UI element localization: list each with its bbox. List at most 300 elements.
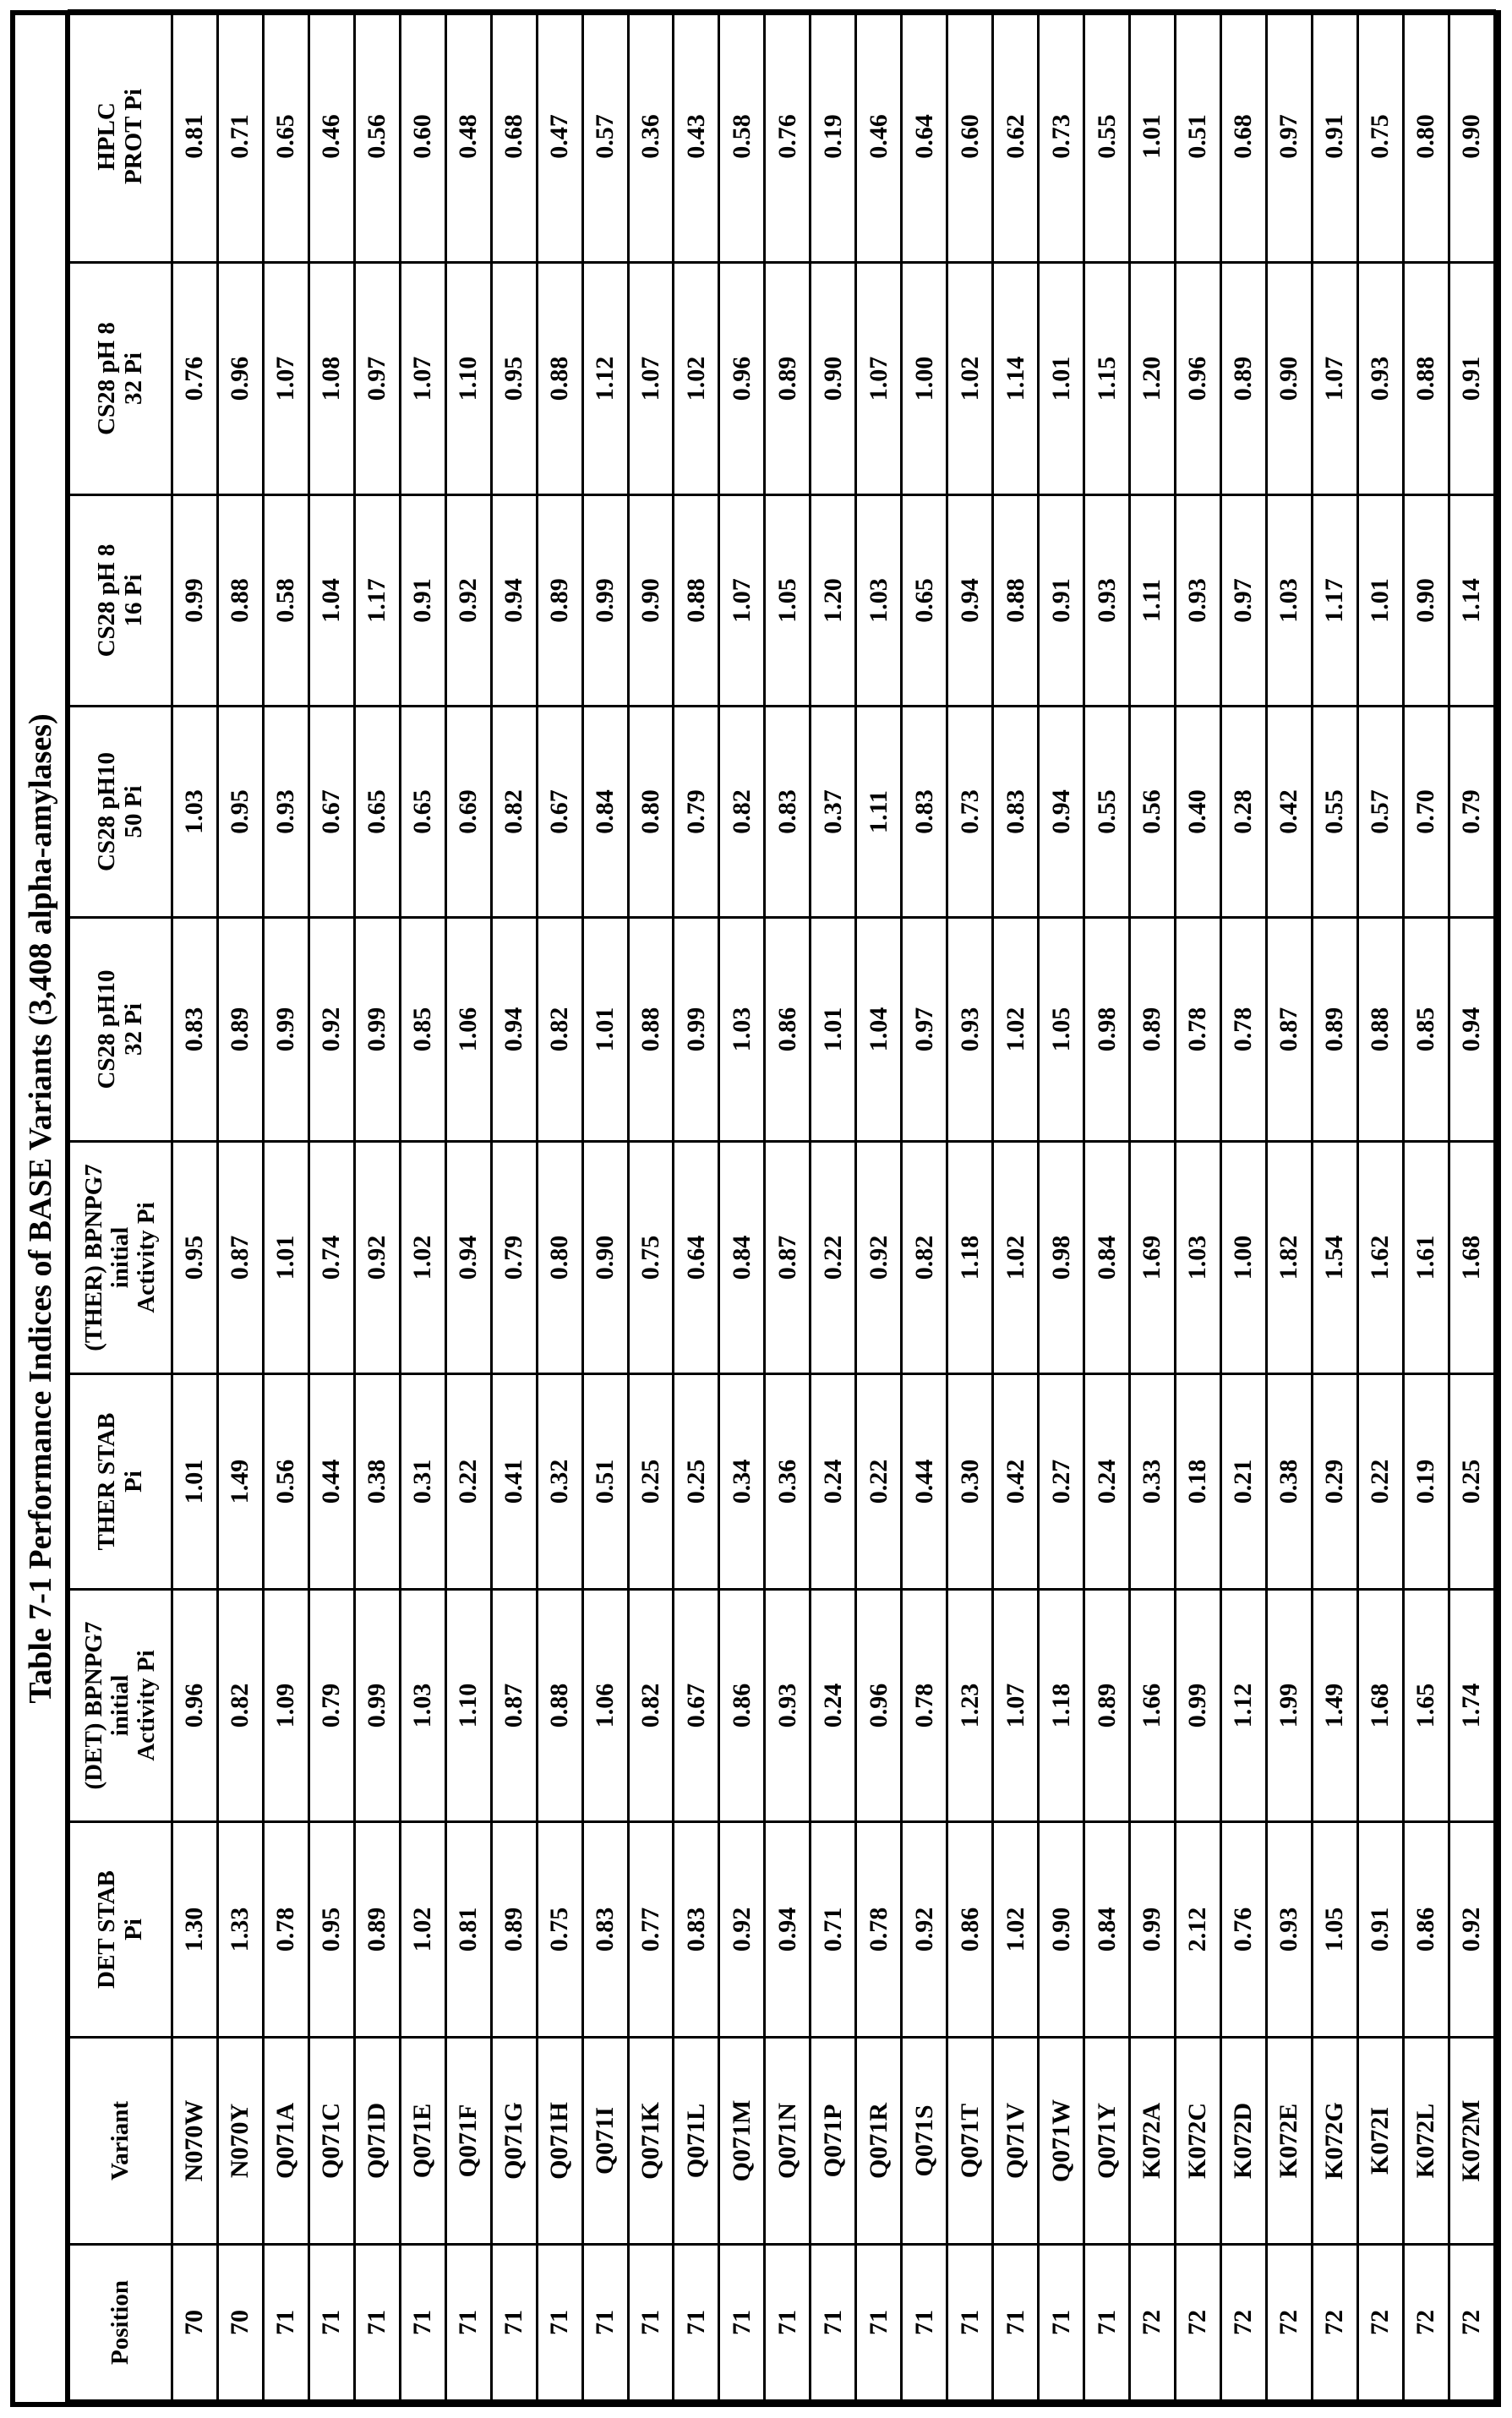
cell-ther-bpnpg7-initial-activity-pi: 1.68: [1449, 1142, 1494, 1374]
table-row: [993, 11, 1039, 2401]
cell-position: 70: [172, 2245, 218, 2401]
cell-det-bpnpg7-initial-activity-pi: 0.87: [491, 1590, 537, 1822]
cell-cs28-ph10-50-pi: 0.57: [1357, 707, 1403, 918]
cell-position: 71: [765, 2245, 811, 2401]
cell-cs28-ph8-16-pi: 0.91: [1039, 495, 1084, 707]
cell-cs28-ph10-50-pi: 0.93: [263, 707, 308, 918]
cell-cs28-ph8-16-pi: 0.89: [537, 495, 582, 707]
cell-cs28-ph8-16-pi: 0.90: [628, 495, 674, 707]
cell-ther-bpnpg7-initial-activity-pi: 1.54: [1312, 1142, 1357, 1374]
column-header-cs28-ph8-32-pi: [69, 263, 172, 495]
cell-ther-bpnpg7-initial-activity-pi: 1.03: [1175, 1142, 1220, 1374]
cell-ther-bpnpg7-initial-activity-pi: 0.22: [811, 1142, 856, 1374]
cell-position: 71: [400, 2245, 445, 2401]
cell-cs28-ph8-32-pi: 1.07: [263, 263, 308, 495]
header-line: HPLC: [93, 102, 121, 171]
cell-ther-stab-pi: 0.25: [1449, 1374, 1494, 1590]
cell-ther-stab-pi: 0.41: [491, 1374, 537, 1590]
cell-cs28-ph8-16-pi: 0.88: [217, 495, 263, 707]
cell-position: 72: [1220, 2245, 1266, 2401]
cell-cs28-ph8-32-pi: 1.01: [1039, 263, 1084, 495]
cell-position: 71: [445, 2245, 491, 2401]
header-line: Pi: [119, 1919, 147, 1940]
cell-ther-stab-pi: 0.24: [1084, 1374, 1130, 1590]
cell-det-stab-pi: 2.12: [1175, 1822, 1220, 2038]
cell-cs28-ph10-32-pi: 0.99: [674, 918, 719, 1142]
header-line: 32 Pi: [119, 1002, 147, 1056]
cell-hplc-prot-pi: 0.46: [308, 11, 354, 263]
cell-cs28-ph10-32-pi: 1.06: [445, 918, 491, 1142]
cell-det-bpnpg7-initial-activity-pi: 1.10: [445, 1590, 491, 1822]
cell-cs28-ph8-16-pi: 0.93: [1175, 495, 1220, 707]
cell-det-stab-pi: 0.93: [1266, 1822, 1312, 2038]
cell-cs28-ph8-32-pi: 0.96: [217, 263, 263, 495]
cell-cs28-ph10-50-pi: 0.67: [308, 707, 354, 918]
cell-cs28-ph8-32-pi: 0.88: [537, 263, 582, 495]
cell-hplc-prot-pi: 0.48: [445, 11, 491, 263]
cell-ther-bpnpg7-initial-activity-pi: 0.92: [856, 1142, 902, 1374]
cell-cs28-ph10-32-pi: 0.85: [1403, 918, 1449, 1142]
cell-cs28-ph10-50-pi: 0.73: [947, 707, 993, 918]
header-line: Activity Pi: [133, 1650, 161, 1761]
cell-det-bpnpg7-initial-activity-pi: 1.49: [1312, 1590, 1357, 1822]
cell-variant: Q071L: [674, 2038, 719, 2245]
cell-variant: Q071T: [947, 2038, 993, 2245]
cell-cs28-ph8-32-pi: 1.07: [1312, 263, 1357, 495]
cell-det-bpnpg7-initial-activity-pi: 0.99: [1175, 1590, 1220, 1822]
cell-position: 71: [628, 2245, 674, 2401]
cell-ther-bpnpg7-initial-activity-pi: 1.00: [1220, 1142, 1266, 1374]
cell-cs28-ph8-32-pi: 1.20: [1130, 263, 1176, 495]
cell-cs28-ph10-50-pi: 0.67: [537, 707, 582, 918]
cell-cs28-ph8-32-pi: 1.08: [308, 263, 354, 495]
cell-position: 71: [354, 2245, 400, 2401]
cell-position: 71: [947, 2245, 993, 2401]
cell-det-stab-pi: 0.92: [902, 1822, 947, 2038]
cell-det-bpnpg7-initial-activity-pi: 1.23: [947, 1590, 993, 1822]
cell-ther-stab-pi: 0.51: [582, 1374, 628, 1590]
cell-cs28-ph10-50-pi: 0.82: [491, 707, 537, 918]
cell-hplc-prot-pi: 0.90: [1449, 11, 1494, 263]
cell-det-bpnpg7-initial-activity-pi: 0.86: [719, 1590, 765, 1822]
cell-cs28-ph8-32-pi: 0.89: [1220, 263, 1266, 495]
cell-det-stab-pi: 0.89: [354, 1822, 400, 2038]
cell-cs28-ph10-50-pi: 0.55: [1084, 707, 1130, 918]
cell-cs28-ph10-50-pi: 0.79: [674, 707, 719, 918]
cell-variant: Q071D: [354, 2038, 400, 2245]
cell-det-bpnpg7-initial-activity-pi: 0.88: [537, 1590, 582, 1822]
cell-cs28-ph8-32-pi: 0.95: [491, 263, 537, 495]
cell-cs28-ph10-50-pi: 0.37: [811, 707, 856, 918]
cell-cs28-ph8-32-pi: 1.02: [674, 263, 719, 495]
cell-cs28-ph8-16-pi: 1.20: [811, 495, 856, 707]
cell-ther-bpnpg7-initial-activity-pi: 1.61: [1403, 1142, 1449, 1374]
column-header-position: [69, 2245, 172, 2401]
table-row: [1220, 11, 1266, 2401]
cell-hplc-prot-pi: 0.97: [1266, 11, 1312, 263]
cell-ther-stab-pi: 0.36: [765, 1374, 811, 1590]
cell-hplc-prot-pi: 0.57: [582, 11, 628, 263]
cell-position: 71: [537, 2245, 582, 2401]
table-row: [308, 11, 354, 2401]
header-line: (DET) BPNPG7: [79, 1621, 107, 1790]
cell-position: 71: [491, 2245, 537, 2401]
cell-variant: Q071R: [856, 2038, 902, 2245]
cell-ther-bpnpg7-initial-activity-pi: 0.94: [445, 1142, 491, 1374]
cell-hplc-prot-pi: 0.36: [628, 11, 674, 263]
cell-cs28-ph10-50-pi: 0.70: [1403, 707, 1449, 918]
cell-det-bpnpg7-initial-activity-pi: 0.82: [217, 1590, 263, 1822]
cell-ther-bpnpg7-initial-activity-pi: 0.75: [628, 1142, 674, 1374]
cell-cs28-ph10-32-pi: 0.89: [1130, 918, 1176, 1142]
cell-cs28-ph8-32-pi: 1.07: [628, 263, 674, 495]
header-line: (THER) BPNPG7: [79, 1164, 107, 1351]
table-row: [1449, 11, 1494, 2401]
cell-variant: Q071F: [445, 2038, 491, 2245]
table-body: [172, 11, 1495, 2401]
cell-ther-bpnpg7-initial-activity-pi: 1.02: [400, 1142, 445, 1374]
cell-det-stab-pi: 0.76: [1220, 1822, 1266, 2038]
cell-cs28-ph10-32-pi: 1.01: [811, 918, 856, 1142]
cell-hplc-prot-pi: 0.47: [537, 11, 582, 263]
cell-cs28-ph10-50-pi: 0.40: [1175, 707, 1220, 918]
header-line: 16 Pi: [119, 574, 147, 627]
cell-cs28-ph10-50-pi: 0.94: [1039, 707, 1084, 918]
table-header: [69, 11, 172, 2401]
cell-cs28-ph10-32-pi: 0.88: [1357, 918, 1403, 1142]
cell-cs28-ph8-32-pi: 0.91: [1449, 263, 1494, 495]
cell-det-stab-pi: 0.92: [1449, 1822, 1494, 2038]
cell-cs28-ph10-32-pi: 0.82: [537, 918, 582, 1142]
cell-cs28-ph10-32-pi: 0.83: [172, 918, 218, 1142]
cell-cs28-ph8-16-pi: 0.90: [1403, 495, 1449, 707]
cell-hplc-prot-pi: 0.55: [1084, 11, 1130, 263]
cell-ther-stab-pi: 0.42: [993, 1374, 1039, 1590]
cell-ther-bpnpg7-initial-activity-pi: 0.90: [582, 1142, 628, 1374]
cell-cs28-ph10-32-pi: 0.99: [263, 918, 308, 1142]
cell-cs28-ph10-50-pi: 0.80: [628, 707, 674, 918]
cell-det-stab-pi: 0.84: [1084, 1822, 1130, 2038]
cell-cs28-ph8-32-pi: 1.00: [902, 263, 947, 495]
cell-cs28-ph8-16-pi: 0.94: [491, 495, 537, 707]
cell-cs28-ph8-32-pi: 1.12: [582, 263, 628, 495]
cell-cs28-ph8-16-pi: 1.04: [308, 495, 354, 707]
column-header-cs28-ph8-16-pi: [69, 495, 172, 707]
cell-position: 70: [217, 2245, 263, 2401]
cell-ther-bpnpg7-initial-activity-pi: 0.92: [354, 1142, 400, 1374]
column-header-det-stab-pi: [69, 1822, 172, 2038]
cell-det-stab-pi: 0.77: [628, 1822, 674, 2038]
cell-variant: K072E: [1266, 2038, 1312, 2245]
cell-det-bpnpg7-initial-activity-pi: 0.89: [1084, 1590, 1130, 1822]
header-line: THER STAB: [93, 1412, 121, 1551]
cell-variant: Q071Y: [1084, 2038, 1130, 2245]
cell-ther-stab-pi: 0.25: [674, 1374, 719, 1590]
cell-det-stab-pi: 0.75: [537, 1822, 582, 2038]
cell-det-stab-pi: 1.02: [400, 1822, 445, 2038]
table-row: [1312, 11, 1357, 2401]
rotated-table-container: [10, 10, 1501, 2407]
table-row: [263, 11, 308, 2401]
cell-ther-stab-pi: 0.34: [719, 1374, 765, 1590]
cell-variant: K072M: [1449, 2038, 1494, 2245]
cell-variant: Q071I: [582, 2038, 628, 2245]
cell-det-bpnpg7-initial-activity-pi: 1.68: [1357, 1590, 1403, 1822]
cell-hplc-prot-pi: 0.64: [902, 11, 947, 263]
cell-cs28-ph8-16-pi: 1.01: [1357, 495, 1403, 707]
cell-det-stab-pi: 0.89: [491, 1822, 537, 2038]
cell-det-stab-pi: 0.86: [947, 1822, 993, 2038]
cell-cs28-ph8-16-pi: 0.58: [263, 495, 308, 707]
header-line: CS28 pH 8: [93, 322, 121, 435]
table-row: [1403, 11, 1449, 2401]
cell-cs28-ph8-16-pi: 0.99: [582, 495, 628, 707]
cell-det-stab-pi: 1.02: [993, 1822, 1039, 2038]
cell-cs28-ph8-32-pi: 1.15: [1084, 263, 1130, 495]
cell-det-bpnpg7-initial-activity-pi: 1.06: [582, 1590, 628, 1822]
cell-variant: Q071M: [719, 2038, 765, 2245]
table-row: [582, 11, 628, 2401]
cell-position: 72: [1312, 2245, 1357, 2401]
cell-ther-bpnpg7-initial-activity-pi: 1.69: [1130, 1142, 1176, 1374]
cell-ther-stab-pi: 0.22: [1357, 1374, 1403, 1590]
header-line: CS28 pH 8: [93, 543, 121, 658]
cell-hplc-prot-pi: 0.62: [993, 11, 1039, 263]
cell-variant: Q071C: [308, 2038, 354, 2245]
cell-det-stab-pi: 0.90: [1039, 1822, 1084, 2038]
cell-cs28-ph10-32-pi: 1.03: [719, 918, 765, 1142]
cell-ther-stab-pi: 0.31: [400, 1374, 445, 1590]
cell-hplc-prot-pi: 0.43: [674, 11, 719, 263]
cell-position: 71: [1039, 2245, 1084, 2401]
cell-position: 71: [902, 2245, 947, 2401]
header-line: initial: [106, 1674, 134, 1737]
cell-det-bpnpg7-initial-activity-pi: 1.03: [400, 1590, 445, 1822]
cell-cs28-ph8-32-pi: 0.89: [765, 263, 811, 495]
header-line: PROT Pi: [119, 88, 147, 185]
cell-det-bpnpg7-initial-activity-pi: 1.65: [1403, 1590, 1449, 1822]
cell-cs28-ph8-16-pi: 0.91: [400, 495, 445, 707]
cell-cs28-ph8-16-pi: 0.99: [172, 495, 218, 707]
cell-cs28-ph8-16-pi: 0.92: [445, 495, 491, 707]
cell-variant: Q071S: [902, 2038, 947, 2245]
cell-ther-stab-pi: 0.21: [1220, 1374, 1266, 1590]
cell-hplc-prot-pi: 0.60: [947, 11, 993, 263]
cell-ther-stab-pi: 0.22: [856, 1374, 902, 1590]
cell-det-bpnpg7-initial-activity-pi: 1.07: [993, 1590, 1039, 1822]
table-row: [674, 11, 719, 2401]
cell-position: 72: [1357, 2245, 1403, 2401]
cell-cs28-ph8-16-pi: 1.05: [765, 495, 811, 707]
cell-cs28-ph8-16-pi: 1.11: [1130, 495, 1176, 707]
column-header-hplc-prot-pi: [69, 11, 172, 263]
cell-cs28-ph10-50-pi: 0.55: [1312, 707, 1357, 918]
table-row: [628, 11, 674, 2401]
cell-cs28-ph10-50-pi: 0.82: [719, 707, 765, 918]
cell-variant: Q071N: [765, 2038, 811, 2245]
cell-det-stab-pi: 0.83: [674, 1822, 719, 2038]
cell-hplc-prot-pi: 0.80: [1403, 11, 1449, 263]
cell-cs28-ph8-32-pi: 1.14: [993, 263, 1039, 495]
cell-cs28-ph8-32-pi: 1.10: [445, 263, 491, 495]
table-row: [1357, 11, 1403, 2401]
column-header-cs28-ph10-32-pi: [69, 918, 172, 1142]
cell-cs28-ph8-32-pi: 0.96: [719, 263, 765, 495]
cell-position: 71: [719, 2245, 765, 2401]
cell-cs28-ph8-32-pi: 0.76: [172, 263, 218, 495]
header-line: Pi: [119, 1471, 147, 1493]
column-header-ther-stab-pi: [69, 1374, 172, 1590]
cell-cs28-ph10-32-pi: 0.92: [308, 918, 354, 1142]
cell-position: 72: [1266, 2245, 1312, 2401]
cell-cs28-ph10-32-pi: 0.87: [1266, 918, 1312, 1142]
cell-hplc-prot-pi: 0.75: [1357, 11, 1403, 263]
cell-ther-bpnpg7-initial-activity-pi: 0.64: [674, 1142, 719, 1374]
cell-det-stab-pi: 0.78: [263, 1822, 308, 2038]
cell-ther-bpnpg7-initial-activity-pi: 1.02: [993, 1142, 1039, 1374]
cell-ther-bpnpg7-initial-activity-pi: 1.01: [263, 1142, 308, 1374]
cell-hplc-prot-pi: 0.51: [1175, 11, 1220, 263]
cell-cs28-ph8-32-pi: 0.96: [1175, 263, 1220, 495]
cell-position: 71: [308, 2245, 354, 2401]
cell-ther-stab-pi: 0.44: [308, 1374, 354, 1590]
cell-cs28-ph10-32-pi: 0.78: [1175, 918, 1220, 1142]
cell-ther-bpnpg7-initial-activity-pi: 0.74: [308, 1142, 354, 1374]
cell-hplc-prot-pi: 0.68: [1220, 11, 1266, 263]
cell-det-stab-pi: 0.78: [856, 1822, 902, 2038]
header-line: 32 Pi: [119, 352, 147, 406]
header-line: initial: [106, 1226, 134, 1289]
cell-det-bpnpg7-initial-activity-pi: 0.82: [628, 1590, 674, 1822]
cell-cs28-ph10-50-pi: 0.65: [400, 707, 445, 918]
cell-cs28-ph10-50-pi: 0.56: [1130, 707, 1176, 918]
cell-variant: Q071W: [1039, 2038, 1084, 2245]
table-row: [537, 11, 582, 2401]
header-row: [69, 11, 172, 2401]
cell-det-bpnpg7-initial-activity-pi: 0.24: [811, 1590, 856, 1822]
cell-position: 72: [1130, 2245, 1176, 2401]
cell-cs28-ph8-16-pi: 1.14: [1449, 495, 1494, 707]
cell-det-stab-pi: 0.86: [1403, 1822, 1449, 2038]
cell-hplc-prot-pi: 0.73: [1039, 11, 1084, 263]
table-row: [400, 11, 445, 2401]
cell-cs28-ph8-16-pi: 1.03: [1266, 495, 1312, 707]
cell-det-bpnpg7-initial-activity-pi: 1.74: [1449, 1590, 1494, 1822]
cell-cs28-ph10-50-pi: 1.03: [172, 707, 218, 918]
cell-det-stab-pi: 0.71: [811, 1822, 856, 2038]
cell-position: 71: [856, 2245, 902, 2401]
cell-det-bpnpg7-initial-activity-pi: 1.09: [263, 1590, 308, 1822]
cell-cs28-ph10-50-pi: 0.28: [1220, 707, 1266, 918]
cell-hplc-prot-pi: 1.01: [1130, 11, 1176, 263]
cell-variant: Q071H: [537, 2038, 582, 2245]
cell-cs28-ph8-32-pi: 1.07: [400, 263, 445, 495]
cell-variant: Q071E: [400, 2038, 445, 2245]
cell-ther-stab-pi: 0.44: [902, 1374, 947, 1590]
table-row: [856, 11, 902, 2401]
cell-hplc-prot-pi: 0.71: [217, 11, 263, 263]
column-header-variant: [69, 2038, 172, 2245]
cell-cs28-ph8-16-pi: 0.93: [1084, 495, 1130, 707]
cell-ther-bpnpg7-initial-activity-pi: 1.18: [947, 1142, 993, 1374]
table-row: [354, 11, 400, 2401]
cell-ther-stab-pi: 0.30: [947, 1374, 993, 1590]
cell-variant: K072D: [1220, 2038, 1266, 2245]
cell-cs28-ph10-32-pi: 0.89: [1312, 918, 1357, 1142]
cell-variant: K072A: [1130, 2038, 1176, 2245]
cell-cs28-ph10-32-pi: 0.99: [354, 918, 400, 1142]
cell-ther-stab-pi: 1.49: [217, 1374, 263, 1590]
cell-cs28-ph8-16-pi: 0.94: [947, 495, 993, 707]
cell-det-bpnpg7-initial-activity-pi: 0.96: [856, 1590, 902, 1822]
table-row: [172, 11, 218, 2401]
cell-ther-bpnpg7-initial-activity-pi: 1.62: [1357, 1142, 1403, 1374]
performance-indices-table: [68, 9, 1496, 2402]
cell-ther-bpnpg7-initial-activity-pi: 0.84: [719, 1142, 765, 1374]
cell-cs28-ph10-32-pi: 0.94: [491, 918, 537, 1142]
cell-det-stab-pi: 0.94: [765, 1822, 811, 2038]
cell-hplc-prot-pi: 0.19: [811, 11, 856, 263]
cell-cs28-ph8-16-pi: 1.17: [354, 495, 400, 707]
cell-cs28-ph10-32-pi: 0.93: [947, 918, 993, 1142]
column-header-ther-bpnpg7-initial-activity-pi: [69, 1142, 172, 1374]
table-row: [902, 11, 947, 2401]
cell-cs28-ph8-32-pi: 1.02: [947, 263, 993, 495]
cell-ther-bpnpg7-initial-activity-pi: 0.87: [765, 1142, 811, 1374]
cell-det-bpnpg7-initial-activity-pi: 0.78: [902, 1590, 947, 1822]
cell-cs28-ph10-50-pi: 0.69: [445, 707, 491, 918]
cell-ther-stab-pi: 0.19: [1403, 1374, 1449, 1590]
cell-position: 71: [811, 2245, 856, 2401]
table-row: [811, 11, 856, 2401]
cell-cs28-ph8-16-pi: 1.07: [719, 495, 765, 707]
cell-cs28-ph8-16-pi: 1.03: [856, 495, 902, 707]
cell-position: 71: [993, 2245, 1039, 2401]
cell-variant: K072C: [1175, 2038, 1220, 2245]
cell-variant: K072I: [1357, 2038, 1403, 2245]
cell-cs28-ph10-50-pi: 0.65: [354, 707, 400, 918]
cell-cs28-ph10-32-pi: 0.97: [902, 918, 947, 1142]
cell-variant: Q071P: [811, 2038, 856, 2245]
cell-cs28-ph10-32-pi: 0.94: [1449, 918, 1494, 1142]
cell-det-stab-pi: 0.81: [445, 1822, 491, 2038]
cell-hplc-prot-pi: 0.56: [354, 11, 400, 263]
cell-position: 72: [1403, 2245, 1449, 2401]
cell-cs28-ph10-32-pi: 0.88: [628, 918, 674, 1142]
table-row: [1039, 11, 1084, 2401]
cell-position: 71: [582, 2245, 628, 2401]
cell-ther-bpnpg7-initial-activity-pi: 0.84: [1084, 1142, 1130, 1374]
cell-cs28-ph8-16-pi: 0.88: [993, 495, 1039, 707]
cell-position: 72: [1449, 2245, 1494, 2401]
cell-det-bpnpg7-initial-activity-pi: 0.79: [308, 1590, 354, 1822]
cell-det-bpnpg7-initial-activity-pi: 0.93: [765, 1590, 811, 1822]
header-line: Variant: [106, 2101, 134, 2181]
cell-cs28-ph10-32-pi: 1.02: [993, 918, 1039, 1142]
cell-position: 71: [1084, 2245, 1130, 2401]
cell-cs28-ph10-32-pi: 0.78: [1220, 918, 1266, 1142]
cell-det-stab-pi: 0.95: [308, 1822, 354, 2038]
cell-cs28-ph8-16-pi: 0.88: [674, 495, 719, 707]
cell-cs28-ph8-16-pi: 0.97: [1220, 495, 1266, 707]
cell-hplc-prot-pi: 0.76: [765, 11, 811, 263]
cell-cs28-ph8-32-pi: 1.07: [856, 263, 902, 495]
cell-ther-bpnpg7-initial-activity-pi: 0.79: [491, 1142, 537, 1374]
cell-ther-stab-pi: 0.29: [1312, 1374, 1357, 1590]
header-line: CS28 pH10: [93, 752, 121, 872]
header-line: 50 Pi: [119, 785, 147, 838]
cell-det-bpnpg7-initial-activity-pi: 1.18: [1039, 1590, 1084, 1822]
